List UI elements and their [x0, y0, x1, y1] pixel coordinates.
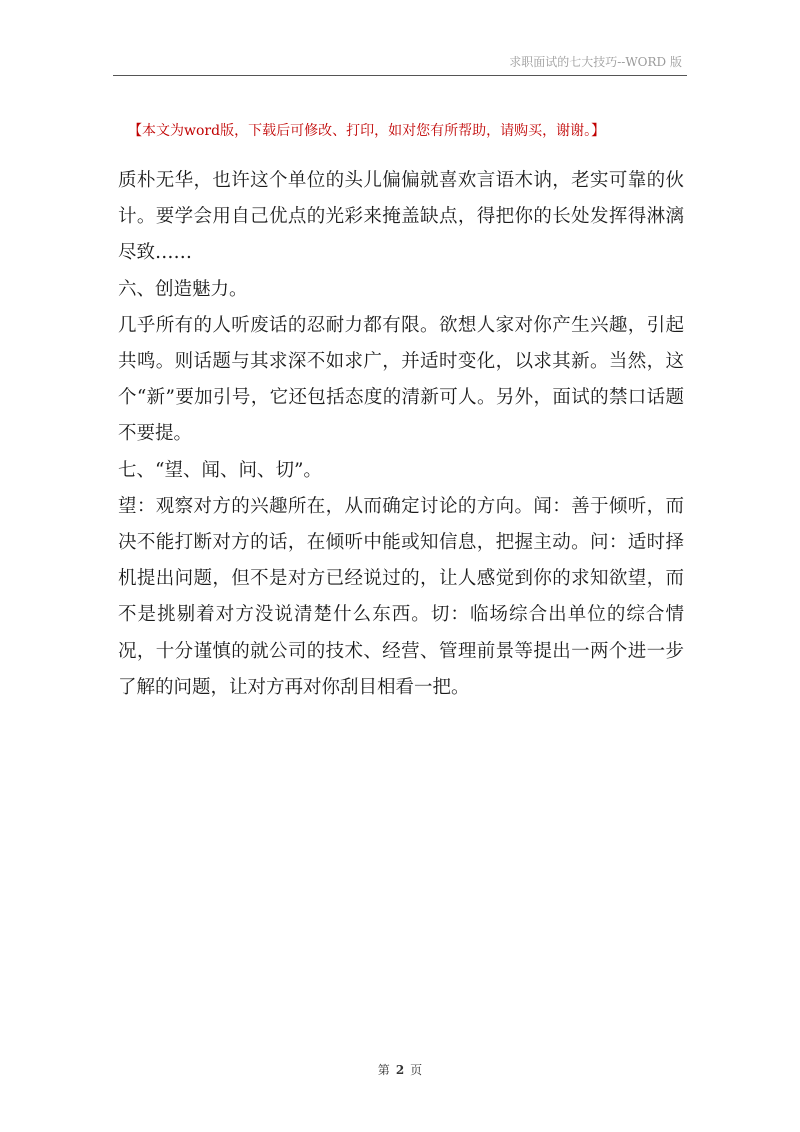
paragraph-plain-appearance: 质朴无华，也许这个单位的头儿偏偏就喜欢言语木讷，老实可靠的伙计。要学会用自己优点的光彩来掩盖缺点，得把你的长处发挥得淋漓尽致…… — [118, 170, 684, 264]
page-label-prefix: 第 — [377, 1063, 390, 1077]
header-divider — [113, 75, 687, 76]
page-footer — [0, 1061, 800, 1078]
section-heading-six: 六、创造魅力。 — [118, 278, 248, 300]
document-body — [118, 163, 684, 706]
page-number: 2 — [395, 1063, 405, 1077]
paragraph-observe-listen-ask-judge: 望：观察对方的兴趣所在，从而确定讨论的方向。闻：善于倾听，而决不能打断对方的话，在倾听中能或知信息，把握主动。问：适时择机提出问题，但不是对方已经说过的，让人感觉到你的求知欲望，而不是挑剔着对方没说清楚什么东西。切：临场综合出单位的综合情况，十分谨慎的就公司的技术、经营、管理前景等提出一两个进一步了解的问题，让对方再对你刮目相看一把。 — [118, 495, 684, 698]
section-heading-seven: 七、“望、闻、问、切”。 — [118, 459, 322, 481]
download-notice: 【本文为word版，下载后可修改、打印，如对您有所帮助，请购买，谢谢。】 — [128, 123, 606, 139]
paragraph-create-charm: 几乎所有的人听废话的忍耐力都有限。欲想人家对你产生兴趣，引起共鸣。则话题与其求深不如求广，并适时变化，以求其新。当然，这个“新”要加引号，它还包括态度的清新可人。另外，面试的禁口话题不要提。 — [118, 314, 684, 445]
document-header-title: 求职面试的七大技巧--WORD 版 — [509, 55, 682, 69]
page-label-suffix: 页 — [410, 1063, 423, 1077]
